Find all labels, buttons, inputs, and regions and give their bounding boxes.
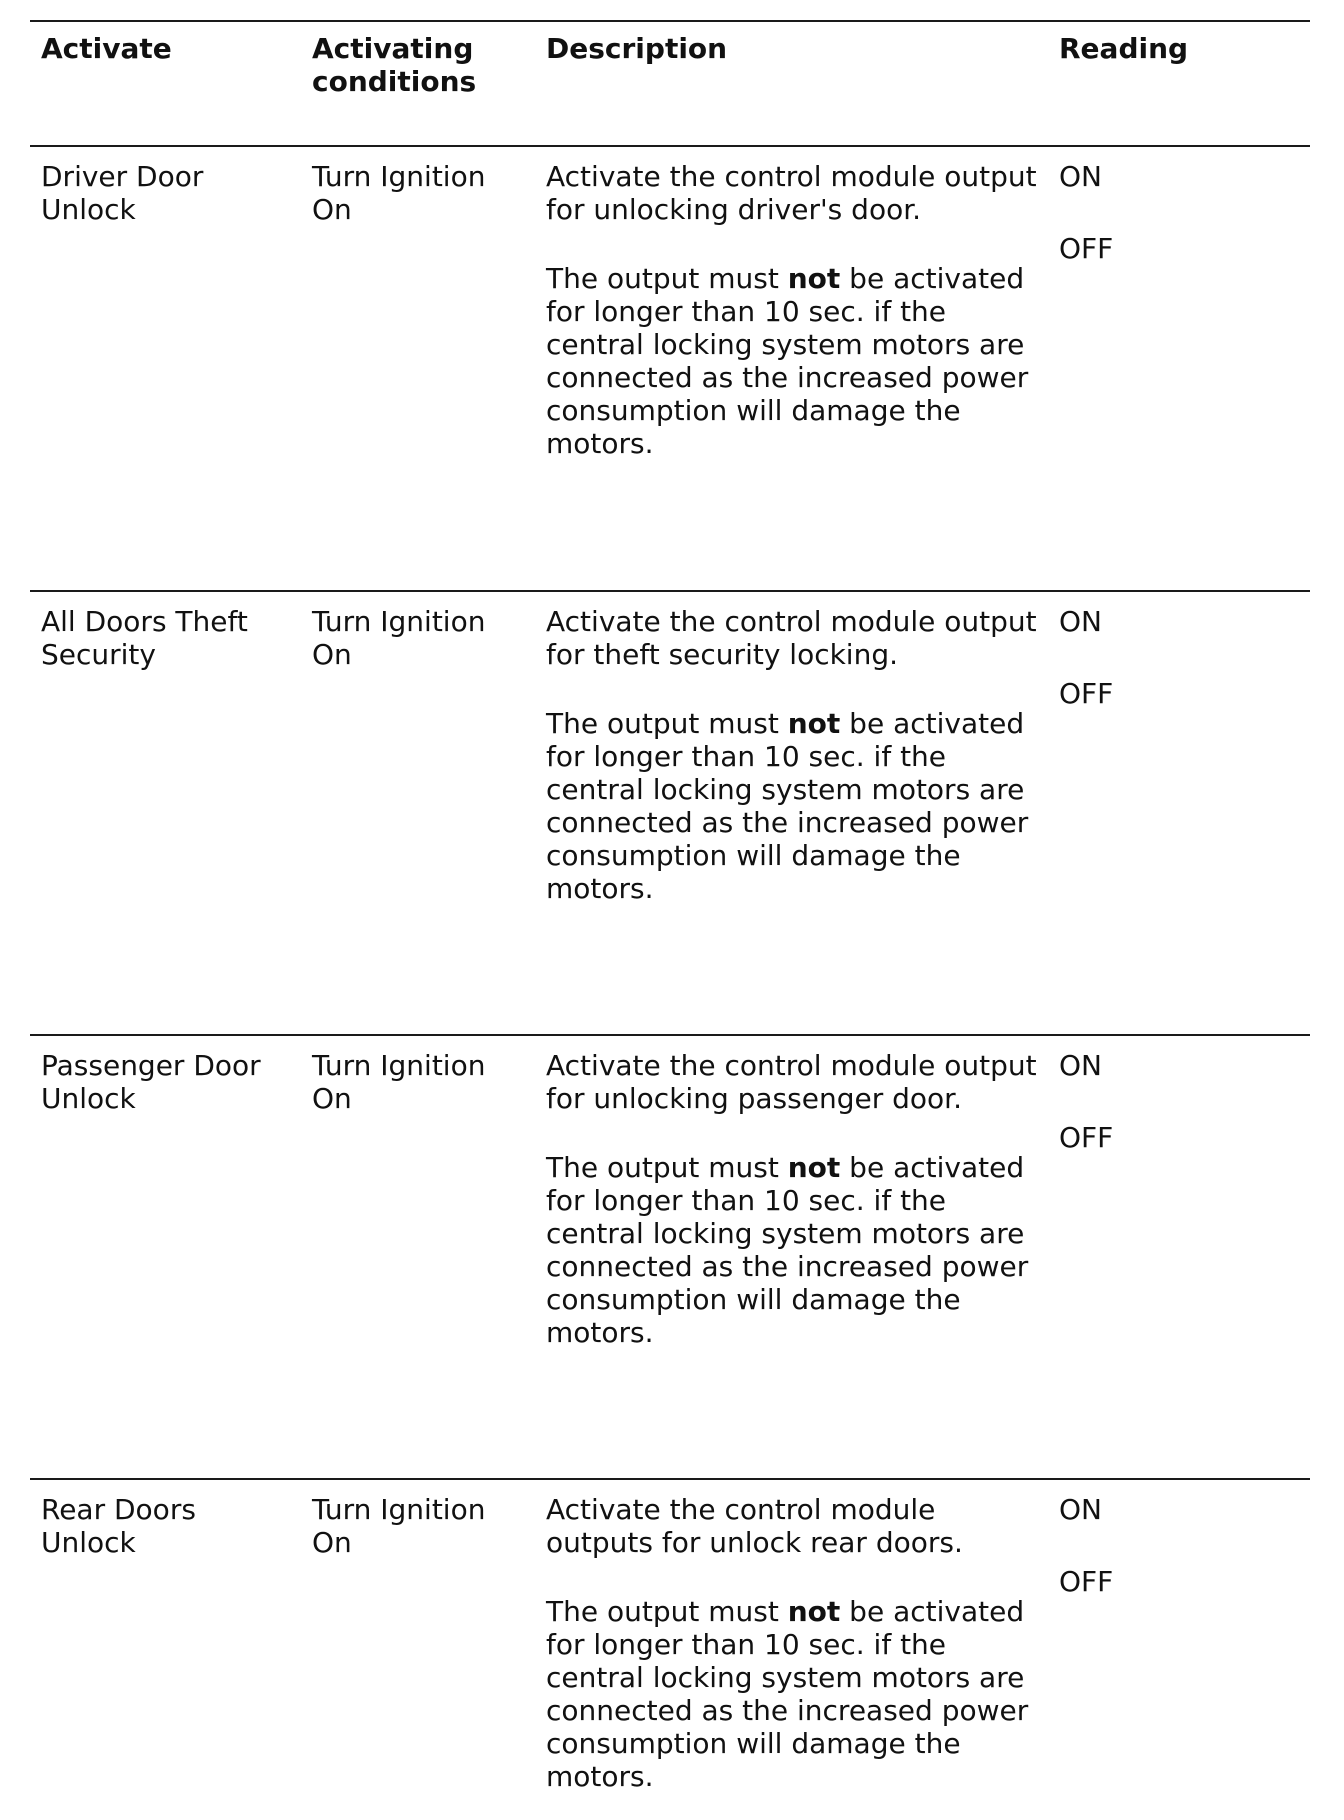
header-activate: Activate	[41, 32, 172, 65]
activate-line: Security	[41, 638, 156, 671]
warning-line: connected as the increased power	[546, 1250, 1029, 1283]
reading-cell	[1059, 1049, 1113, 1154]
warning-paragraph	[546, 707, 1037, 905]
warning-line: motors.	[546, 1760, 654, 1793]
warning-line: motors.	[546, 427, 654, 460]
description-paragraph	[546, 605, 1037, 671]
warning-line: central locking system motors are	[546, 1217, 1025, 1250]
warning-line: central locking system motors are	[546, 1661, 1025, 1694]
reading-off: OFF	[1059, 232, 1114, 265]
header-activating-conditions: Activating conditions	[312, 32, 477, 98]
warning-line: for longer than 10 sec. if the	[546, 295, 947, 328]
conditions-line: Turn Ignition	[312, 1049, 486, 1082]
description-line: for theft security locking.	[546, 638, 899, 671]
activate-line: Unlock	[41, 193, 136, 226]
description-line: Activate the control module output	[546, 1049, 1037, 1082]
activate-line: Driver Door	[41, 160, 204, 193]
reading-cell	[1059, 160, 1113, 265]
description-line: Activate the control module output	[546, 160, 1037, 193]
warning-line: connected as the increased power	[546, 1694, 1029, 1727]
description-line: for unlocking driver's door.	[546, 193, 922, 226]
activate-line: Passenger Door	[41, 1049, 261, 1082]
reading-cell	[1059, 605, 1113, 710]
warning-line: motors.	[546, 1316, 654, 1349]
description-line: Activate the control module	[546, 1493, 936, 1526]
description-line: Activate the control module output	[546, 605, 1037, 638]
header-reading: Reading	[1059, 32, 1189, 65]
warning-line: The output must not be activated	[546, 262, 1025, 295]
description-cell	[546, 605, 1037, 905]
warning-line: consumption will damage the	[546, 1283, 961, 1316]
description-cell	[546, 160, 1037, 460]
warning-paragraph	[546, 262, 1037, 460]
warning-line: The output must not be activated	[546, 1595, 1025, 1628]
warning-line: consumption will damage the	[546, 839, 961, 872]
warning-line: consumption will damage the	[546, 394, 961, 427]
conditions-line: On	[312, 1526, 352, 1559]
row-divider-rule	[30, 590, 1310, 592]
warning-line: central locking system motors are	[546, 773, 1025, 806]
activate-line: Unlock	[41, 1082, 136, 1115]
reading-on: ON	[1059, 1493, 1102, 1526]
conditions-cell	[312, 1049, 485, 1115]
warning-emphasis: not	[787, 1151, 841, 1184]
conditions-cell	[312, 605, 485, 671]
warning-emphasis: not	[787, 262, 841, 295]
description-paragraph	[546, 160, 1037, 226]
warning-line: for longer than 10 sec. if the	[546, 1184, 947, 1217]
description-paragraph	[546, 1493, 1028, 1559]
conditions-line: Turn Ignition	[312, 605, 486, 638]
warning-paragraph	[546, 1151, 1037, 1349]
activate-line: All Doors Theft	[41, 605, 248, 638]
activate-cell	[41, 1049, 261, 1115]
description-paragraph	[546, 1049, 1037, 1115]
conditions-line: On	[312, 1082, 352, 1115]
activate-cell	[41, 1493, 196, 1559]
table-top-rule	[30, 20, 1310, 22]
header-description: Description	[546, 32, 728, 65]
warning-line: central locking system motors are	[546, 328, 1025, 361]
reading-on: ON	[1059, 605, 1102, 638]
activate-cell	[41, 605, 248, 671]
reading-off: OFF	[1059, 677, 1114, 710]
conditions-line: Turn Ignition	[312, 1493, 486, 1526]
warning-line: connected as the increased power	[546, 806, 1029, 839]
conditions-line: On	[312, 193, 352, 226]
description-line: outputs for unlock rear doors.	[546, 1526, 963, 1559]
activate-line: Unlock	[41, 1526, 136, 1559]
description-cell	[546, 1493, 1028, 1793]
conditions-cell	[312, 1493, 485, 1559]
reading-off: OFF	[1059, 1121, 1114, 1154]
warning-line: for longer than 10 sec. if the	[546, 1628, 947, 1661]
reading-on: ON	[1059, 1049, 1102, 1082]
header-rule	[30, 145, 1310, 147]
description-cell	[546, 1049, 1037, 1349]
reading-on: ON	[1059, 160, 1102, 193]
conditions-line: Turn Ignition	[312, 160, 486, 193]
conditions-line: On	[312, 638, 352, 671]
warning-line: for longer than 10 sec. if the	[546, 740, 947, 773]
conditions-cell	[312, 160, 485, 226]
warning-emphasis: not	[787, 707, 841, 740]
reading-off: OFF	[1059, 1565, 1114, 1598]
activate-line: Rear Doors	[41, 1493, 196, 1526]
row-divider-rule	[30, 1478, 1310, 1480]
warning-line: connected as the increased power	[546, 361, 1029, 394]
warning-emphasis: not	[787, 1595, 841, 1628]
row-divider-rule	[30, 1034, 1310, 1036]
warning-line: The output must not be activated	[546, 1151, 1025, 1184]
activate-cell	[41, 160, 203, 226]
warning-line: The output must not be activated	[546, 707, 1025, 740]
reading-cell	[1059, 1493, 1113, 1598]
description-line: for unlocking passenger door.	[546, 1082, 962, 1115]
warning-line: motors.	[546, 872, 654, 905]
warning-line: consumption will damage the	[546, 1727, 961, 1760]
warning-paragraph	[546, 1595, 1028, 1793]
